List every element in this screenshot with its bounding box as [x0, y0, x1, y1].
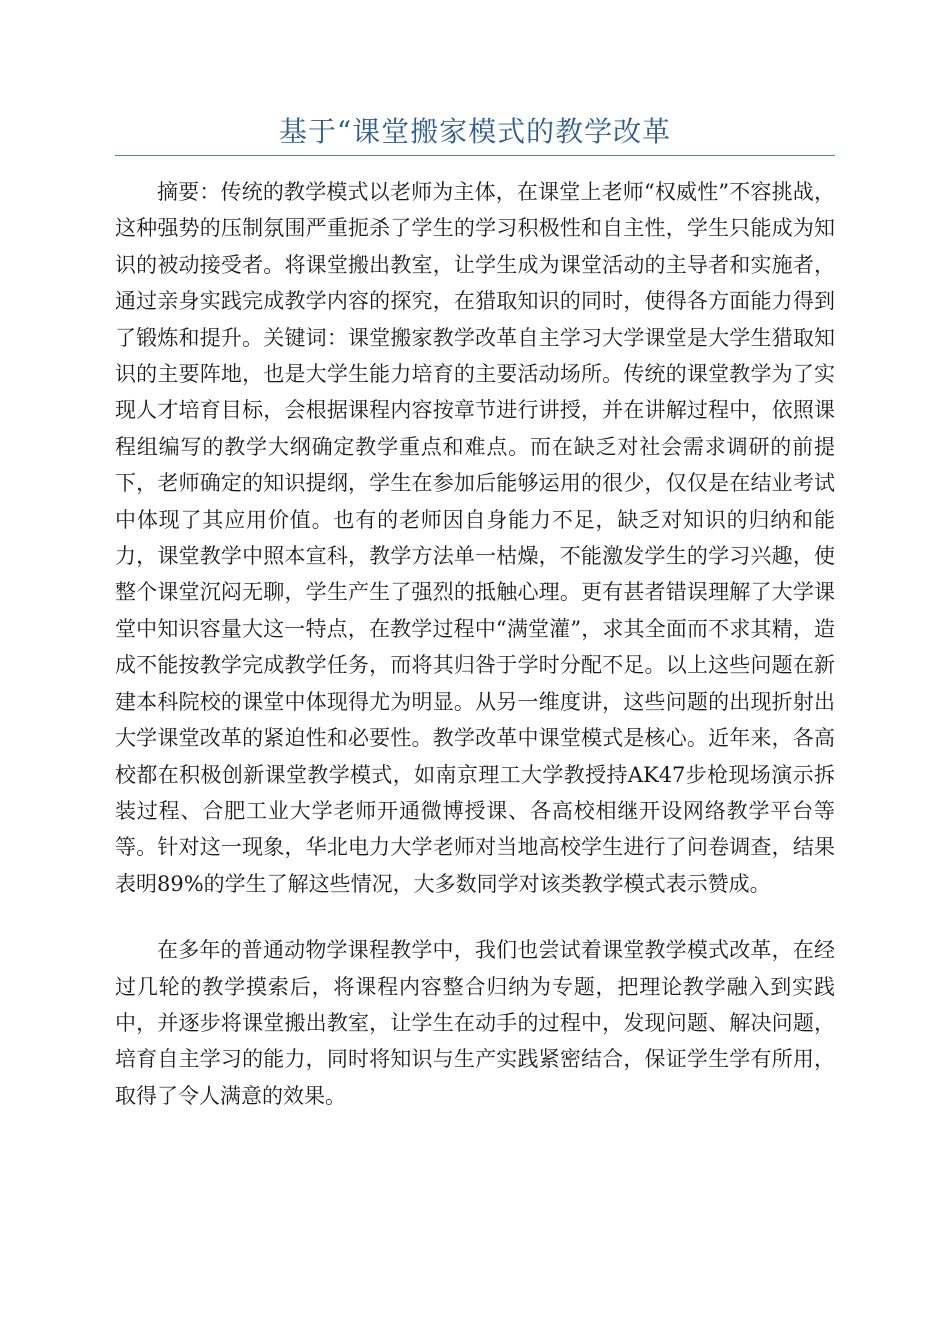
abstract-paragraph: 摘要：传统的教学模式以老师为主体，在课堂上老师“权威性”不容挑战，这种强势的压制氛围严重扼杀了学生的学习积极性和自主性，学生只能成为知识的被动接受者。将课堂搬出教室，让学生成为课堂活动的主导者和实施者，通过亲身实践完成教学内容的探究，在猎取知识的同时，使得各方面能力得到了锻炼和提升。关键词：课堂搬家教学改革自主学习大学课堂是大学生猎取知识的主要阵地，也是大学生能力培育的主要活动场所。传统的课堂教学为了实现人才培育目标，会根据课程内容按章节进行讲授，并在讲解过程中，依照课程组编写的教学大纲确定教学重点和难点。而在缺乏对社会需求调研的前提下，老师确定的知识提纲，学生在参加后能够运用的很少，仅仅是在结业考试中体现了其应用价值。也有的老师因自身能力不足，缺乏对知识的归纳和能力，课堂教学中照本宣科，教学方法单一枯燥，不能激发学生的学习兴趣，使整个课堂沉闷无聊，学生产生了强烈的抵触心理。更有甚者错误理解了大学课堂中知识容量大这一特点，在教学过程中“满堂灌”，求其全面而不求其精，造成不能按教学完成教学任务，而将其归咎于学时分配不足。以上这些问题在新建本科院校的课堂中体现得尤为明显。从另一维度讲，这些问题的出现折射出大学课堂改革的紧迫性和必要性。教学改革中课堂模式是核心。近年来，各高校都在积极创新课堂教学模式，如南京理工大学教授持AK47步枪现场演示拆装过程、合肥工业大学老师开通微博授课、各高校相继开设网络教学平台等等。针对这一现象，华北电力大学老师对当地高校学生进行了问卷调查，结果表明89%的学生了解这些情况，大多数同学对该类教学模式表示赞成。 — [115, 180, 835, 896]
document-title: 基于“课堂搬家模式的教学改革 — [278, 115, 672, 148]
title-underline — [115, 155, 835, 156]
document-body — [115, 174, 835, 1114]
body-paragraph: 在多年的普通动物学课程教学中，我们也尝试着课堂教学模式改革，在经过几轮的教学摸索后，将课程内容整合归纳为专题，把理论教学融入到实践中，并逐步将课堂搬出教室，让学生在动手的过程中，发现问题、解决问题，培育自主学习的能力，同时将知识与生产实践紧密结合，保证学生学有所用，取得了令人满意的效果。 — [115, 938, 835, 1108]
